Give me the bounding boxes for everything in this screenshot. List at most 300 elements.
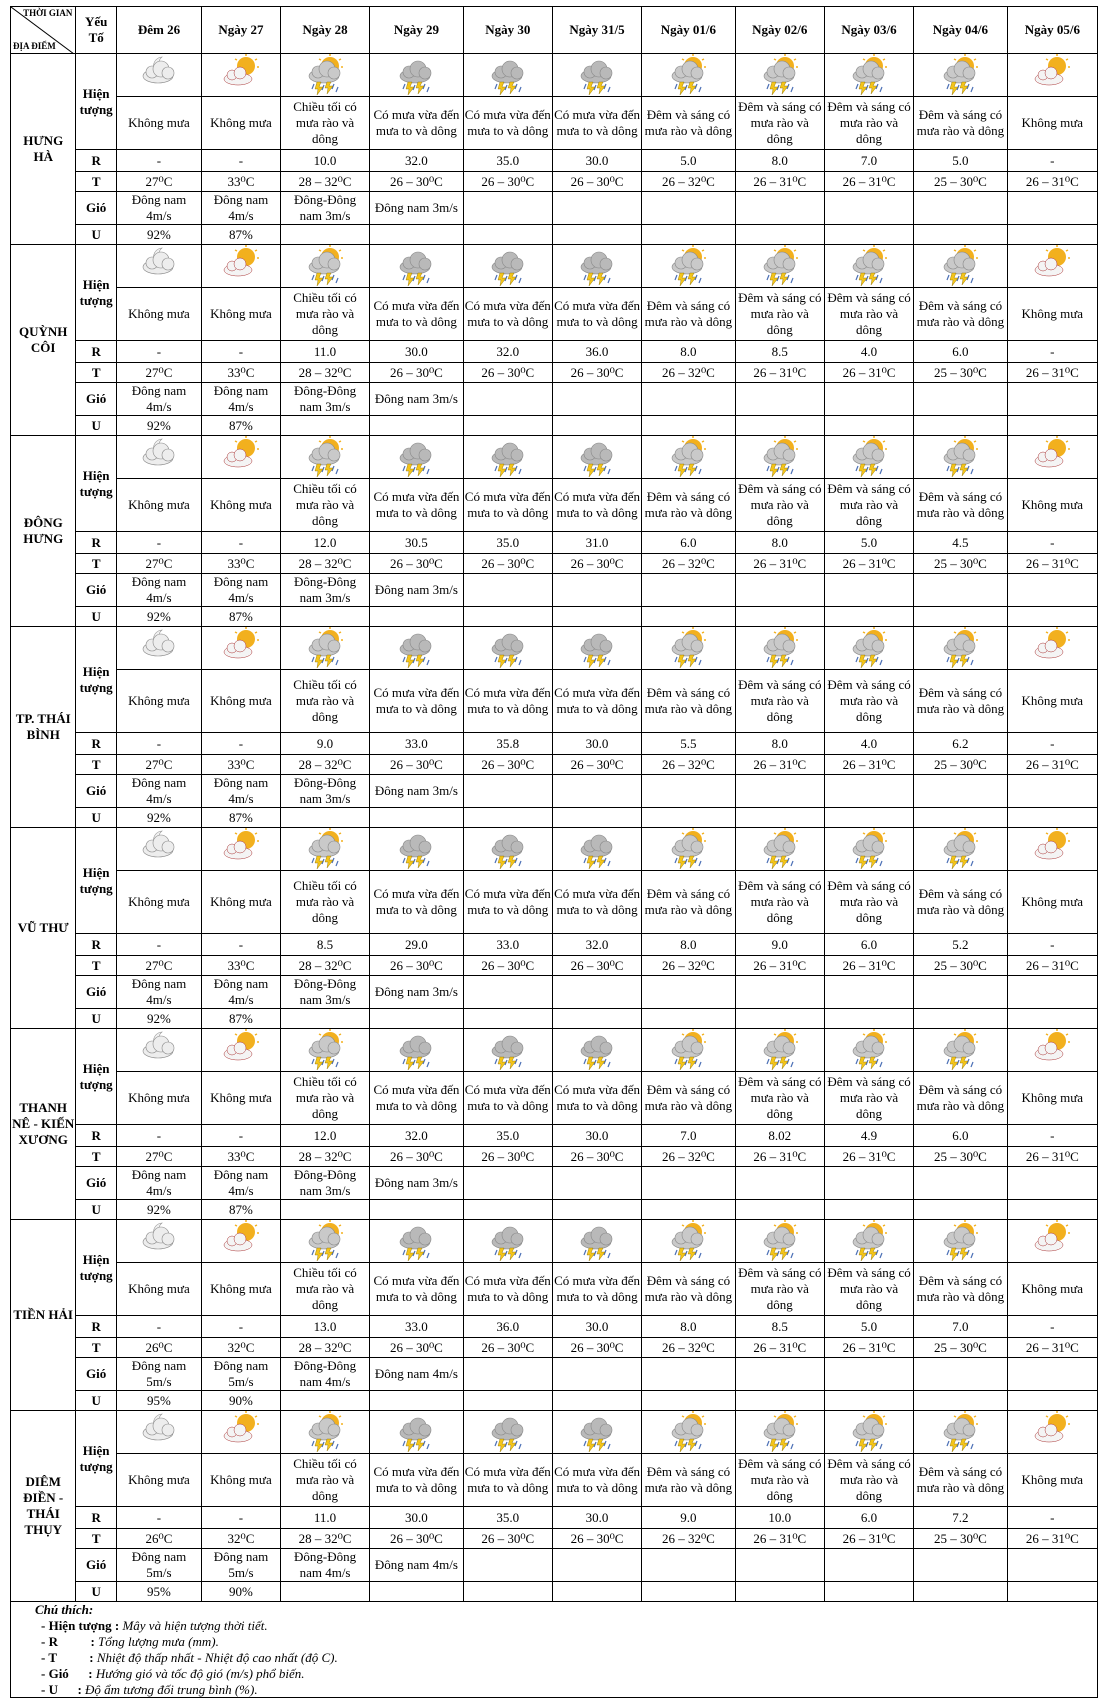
humidity-value — [914, 1009, 1007, 1029]
weather-text: Đêm và sáng có mưa rào và dông — [824, 871, 913, 934]
sun-cloud-icon — [220, 1220, 262, 1262]
label-hien-tuong: Hiện tượng — [76, 54, 116, 150]
weather-text: Không mưa — [116, 871, 201, 934]
row-gio — [11, 383, 1098, 416]
rain-value: 30.0 — [552, 150, 641, 172]
humidity-value — [463, 225, 552, 245]
temp-value: 26 – 30⁰C — [463, 1529, 552, 1549]
sun-storm-icon — [824, 245, 913, 288]
row-gio — [11, 1167, 1098, 1200]
weather-text: Không mưa — [1007, 97, 1097, 150]
row-u — [11, 225, 1098, 245]
sun-storm-icon — [939, 1029, 981, 1071]
weather-text: Có mưa vừa đến mưa to và dông — [463, 871, 552, 934]
humidity-value — [824, 1009, 913, 1029]
moon-cloud-icon — [138, 54, 180, 96]
humidity-value — [914, 808, 1007, 828]
humidity-value — [280, 225, 369, 245]
sun-storm-icon — [914, 436, 1007, 479]
sun-cloud-icon — [1007, 245, 1097, 288]
temp-value: 26 – 30⁰C — [463, 363, 552, 383]
sun-storm-icon — [759, 1411, 801, 1453]
sun-storm-icon — [735, 1029, 824, 1072]
humidity-value — [824, 1391, 913, 1411]
rain-value: 8.0 — [642, 1316, 735, 1338]
sun-storm-icon — [848, 627, 890, 669]
humidity-value — [642, 808, 735, 828]
weather-text: Đêm và sáng có mưa rào và dông — [735, 1454, 824, 1507]
rain-value: - — [202, 1507, 281, 1529]
temp-value: 26 – 31⁰C — [1007, 1147, 1097, 1167]
wind-value — [552, 1358, 641, 1391]
temp-value: 27⁰C — [116, 363, 201, 383]
rain-value: 30.5 — [370, 532, 463, 554]
humidity-value — [824, 808, 913, 828]
weather-text: Đêm và sáng có mưa rào và dông — [914, 1072, 1007, 1125]
rain-value: - — [202, 733, 281, 755]
sun-cloud-icon — [220, 245, 262, 287]
humidity-value — [1007, 225, 1097, 245]
row-t — [11, 956, 1098, 976]
day-header-1: Ngày 27 — [202, 7, 281, 54]
sun-cloud-icon — [1031, 54, 1073, 96]
humidity-value — [463, 1391, 552, 1411]
label-u: U — [76, 1009, 116, 1029]
storm-cloud-icon — [370, 1029, 463, 1072]
label-t: T — [76, 1338, 116, 1358]
storm-cloud-icon — [576, 54, 618, 96]
temp-value: 26 – 30⁰C — [370, 363, 463, 383]
sun-storm-icon — [667, 627, 709, 669]
storm-cloud-icon — [576, 1029, 618, 1071]
rain-value: 8.02 — [735, 1125, 824, 1147]
weather-text: Có mưa vừa đến mưa to và dông — [370, 288, 463, 341]
label-r: R — [76, 1125, 116, 1147]
temp-value: 33⁰C — [202, 956, 281, 976]
wind-value: Đông nam 5m/s — [116, 1358, 201, 1391]
sun-cloud-icon — [1007, 54, 1097, 97]
storm-cloud-icon — [576, 436, 618, 478]
sun-cloud-icon — [220, 1029, 262, 1071]
wind-value — [552, 574, 641, 607]
weather-text: Có mưa vừa đến mưa to và dông — [552, 479, 641, 532]
humidity-value — [370, 808, 463, 828]
wind-value — [463, 574, 552, 607]
row-t — [11, 363, 1098, 383]
sun-cloud-icon — [1031, 627, 1073, 669]
temp-value: 28 – 32⁰C — [280, 363, 369, 383]
temp-value: 26 – 31⁰C — [824, 363, 913, 383]
temp-value: 28 – 32⁰C — [280, 1338, 369, 1358]
sun-storm-icon — [939, 1220, 981, 1262]
storm-cloud-icon — [395, 627, 437, 669]
temp-value: 26 – 31⁰C — [1007, 363, 1097, 383]
moon-cloud-icon — [116, 828, 201, 871]
storm-cloud-icon — [395, 828, 437, 870]
rain-value: - — [1007, 733, 1097, 755]
icon-row — [11, 1220, 1098, 1263]
rain-value: - — [1007, 1507, 1097, 1529]
humidity-value — [642, 1582, 735, 1602]
storm-cloud-icon — [487, 245, 529, 287]
temp-value: 26 – 31⁰C — [735, 1529, 824, 1549]
humidity-value — [370, 1391, 463, 1411]
label-hien-tuong: Hiện tượng — [76, 627, 116, 733]
sun-storm-icon — [304, 436, 346, 478]
location-name: HƯNG HÀ — [11, 54, 76, 245]
day-header-10: Ngày 05/6 — [1007, 7, 1097, 54]
humidity-value: 87% — [202, 225, 281, 245]
humidity-value — [914, 1200, 1007, 1220]
temp-value: 28 – 32⁰C — [280, 1529, 369, 1549]
temp-value: 26 – 31⁰C — [1007, 1338, 1097, 1358]
humidity-value — [735, 808, 824, 828]
icon-row — [11, 627, 1098, 670]
humidity-value — [642, 416, 735, 436]
humidity-value: 92% — [116, 808, 201, 828]
label-t: T — [76, 172, 116, 192]
rain-value: - — [116, 150, 201, 172]
humidity-value — [1007, 1200, 1097, 1220]
rain-value: - — [202, 150, 281, 172]
sun-cloud-icon — [1007, 627, 1097, 670]
wind-value — [463, 976, 552, 1009]
weather-text: Có mưa vừa đến mưa to và dông — [463, 288, 552, 341]
storm-cloud-icon — [576, 627, 618, 669]
sun-storm-icon — [280, 436, 369, 479]
label-r: R — [76, 934, 116, 956]
row-r — [11, 934, 1098, 956]
weather-text: Đêm và sáng có mưa rào và dông — [914, 1263, 1007, 1316]
row-t — [11, 1338, 1098, 1358]
humidity-value — [735, 1009, 824, 1029]
label-hien-tuong: Hiện tượng — [76, 245, 116, 341]
sun-storm-icon — [304, 627, 346, 669]
weather-text: Có mưa vừa đến mưa to và dông — [552, 1454, 641, 1507]
temp-value: 26 – 31⁰C — [824, 1147, 913, 1167]
moon-cloud-icon — [116, 436, 201, 479]
rain-value: 4.5 — [914, 532, 1007, 554]
wind-value — [1007, 976, 1097, 1009]
sun-cloud-icon — [220, 828, 262, 870]
row-gio — [11, 976, 1098, 1009]
humidity-value — [735, 416, 824, 436]
rain-value: 31.0 — [552, 532, 641, 554]
humidity-value — [463, 607, 552, 627]
wind-value — [552, 192, 641, 225]
wind-value — [735, 1549, 824, 1582]
temp-value: 26 – 32⁰C — [642, 956, 735, 976]
rain-value: 5.0 — [914, 150, 1007, 172]
rain-value: 30.0 — [552, 1125, 641, 1147]
sun-storm-icon — [914, 1220, 1007, 1263]
rain-value: 7.2 — [914, 1507, 1007, 1529]
temp-value: 26 – 32⁰C — [642, 363, 735, 383]
temp-value: 25 – 30⁰C — [914, 172, 1007, 192]
humidity-value — [824, 607, 913, 627]
temp-value: 26 – 30⁰C — [370, 755, 463, 775]
wind-value — [735, 775, 824, 808]
row-gio — [11, 775, 1098, 808]
temp-value: 26 – 30⁰C — [370, 1338, 463, 1358]
rain-value: 32.0 — [552, 934, 641, 956]
wind-value: Đông-Đông nam 3m/s — [280, 976, 369, 1009]
wind-value — [1007, 1549, 1097, 1582]
label-gio: Gió — [76, 775, 116, 808]
wind-value: Đông nam 3m/s — [370, 383, 463, 416]
rain-value: 7.0 — [914, 1316, 1007, 1338]
rain-value: 12.0 — [280, 1125, 369, 1147]
temp-value: 33⁰C — [202, 172, 281, 192]
legend-item — [35, 1666, 1097, 1682]
row-r — [11, 1316, 1098, 1338]
sun-cloud-icon — [220, 627, 262, 669]
humidity-value: 95% — [116, 1582, 201, 1602]
storm-cloud-icon — [463, 627, 552, 670]
humidity-value — [370, 1200, 463, 1220]
sun-storm-icon — [735, 54, 824, 97]
wind-value — [735, 574, 824, 607]
humidity-value — [552, 1391, 641, 1411]
legend-item — [35, 1618, 1097, 1634]
day-header-4: Ngày 30 — [463, 7, 552, 54]
sun-cloud-icon — [220, 436, 262, 478]
storm-cloud-icon — [370, 1411, 463, 1454]
row-gio — [11, 1549, 1098, 1582]
weather-text: Không mưa — [116, 288, 201, 341]
sun-storm-icon — [914, 627, 1007, 670]
storm-cloud-icon — [552, 54, 641, 97]
temp-value: 26 – 32⁰C — [642, 1529, 735, 1549]
wind-value — [642, 1358, 735, 1391]
label-gio: Gió — [76, 192, 116, 225]
rain-value: 5.5 — [642, 733, 735, 755]
humidity-value — [914, 1582, 1007, 1602]
weather-text: Đêm và sáng có mưa rào và dông — [735, 1263, 824, 1316]
rain-value: 30.0 — [552, 733, 641, 755]
temp-value: 26 – 31⁰C — [735, 755, 824, 775]
label-hien-tuong: Hiện tượng — [76, 828, 116, 934]
wind-value — [824, 1358, 913, 1391]
temp-value: 26 – 31⁰C — [1007, 172, 1097, 192]
weather-text: Không mưa — [1007, 871, 1097, 934]
label-t: T — [76, 956, 116, 976]
wind-value — [824, 383, 913, 416]
temp-value: 27⁰C — [116, 554, 201, 574]
temp-value: 28 – 32⁰C — [280, 755, 369, 775]
rain-value: 13.0 — [280, 1316, 369, 1338]
rain-value: 32.0 — [370, 150, 463, 172]
humidity-value — [552, 607, 641, 627]
weather-row — [11, 1263, 1098, 1316]
rain-value: - — [202, 1125, 281, 1147]
label-hien-tuong: Hiện tượng — [76, 436, 116, 532]
sun-storm-icon — [642, 1220, 735, 1263]
storm-cloud-icon — [487, 828, 529, 870]
storm-cloud-icon — [576, 828, 618, 870]
corner-cell — [11, 7, 76, 54]
storm-cloud-icon — [552, 245, 641, 288]
corner-time-label: THỜI GIAN — [23, 8, 73, 18]
temp-value: 26 – 32⁰C — [642, 1338, 735, 1358]
rain-value: 8.0 — [735, 733, 824, 755]
label-gio: Gió — [76, 1358, 116, 1391]
weather-text: Có mưa vừa đến mưa to và dông — [463, 479, 552, 532]
rain-value: 36.0 — [463, 1316, 552, 1338]
humidity-value — [735, 1200, 824, 1220]
humidity-value — [552, 416, 641, 436]
temp-value: 26 – 30⁰C — [463, 1147, 552, 1167]
weather-text: Đêm và sáng có mưa rào và dông — [642, 871, 735, 934]
weather-text: Đêm và sáng có mưa rào và dông — [914, 479, 1007, 532]
storm-cloud-icon — [463, 436, 552, 479]
sun-storm-icon — [642, 828, 735, 871]
label-u: U — [76, 808, 116, 828]
rain-value: 29.0 — [370, 934, 463, 956]
icon-row — [11, 245, 1098, 288]
weather-text: Không mưa — [202, 1072, 281, 1125]
weather-text: Đêm và sáng có mưa rào và dông — [642, 1072, 735, 1125]
sun-cloud-icon — [202, 436, 281, 479]
wind-value — [463, 775, 552, 808]
humidity-value — [280, 416, 369, 436]
humidity-value — [463, 1200, 552, 1220]
wind-value: Đông nam 4m/s — [202, 192, 281, 225]
sun-cloud-icon — [1007, 1411, 1097, 1454]
temp-value: 26 – 30⁰C — [552, 1147, 641, 1167]
wind-value — [552, 976, 641, 1009]
temp-value: 25 – 30⁰C — [914, 363, 1007, 383]
sun-cloud-icon — [1007, 828, 1097, 871]
wind-value: Đông nam 4m/s — [202, 383, 281, 416]
row-u — [11, 607, 1098, 627]
humidity-value — [1007, 808, 1097, 828]
humidity-value — [463, 808, 552, 828]
humidity-value: 90% — [202, 1391, 281, 1411]
weather-text: Có mưa vừa đến mưa to và dông — [370, 871, 463, 934]
wind-value — [642, 383, 735, 416]
humidity-value — [370, 1582, 463, 1602]
rain-value: 9.0 — [735, 934, 824, 956]
humidity-value — [735, 225, 824, 245]
weather-text: Không mưa — [202, 97, 281, 150]
humidity-value — [552, 808, 641, 828]
label-t: T — [76, 1147, 116, 1167]
rain-value: 11.0 — [280, 341, 369, 363]
legend-key: - Hiện tượng : — [41, 1618, 120, 1633]
sun-storm-icon — [667, 1220, 709, 1262]
sun-storm-icon — [667, 436, 709, 478]
wind-value — [642, 775, 735, 808]
weather-text: Đêm và sáng có mưa rào và dông — [735, 479, 824, 532]
humidity-value — [642, 1200, 735, 1220]
temp-value: 26 – 31⁰C — [735, 554, 824, 574]
temp-value: 26 – 32⁰C — [642, 1147, 735, 1167]
temp-value: 26 – 31⁰C — [824, 956, 913, 976]
wind-value: Đông nam 3m/s — [370, 574, 463, 607]
sun-storm-icon — [759, 245, 801, 287]
humidity-value — [463, 1009, 552, 1029]
humidity-value: 87% — [202, 416, 281, 436]
row-t — [11, 1147, 1098, 1167]
wind-value: Đông-Đông nam 3m/s — [280, 574, 369, 607]
wind-value: Đông nam 4m/s — [202, 775, 281, 808]
rain-value: 5.2 — [914, 934, 1007, 956]
temp-value: 28 – 32⁰C — [280, 554, 369, 574]
storm-cloud-icon — [552, 1029, 641, 1072]
temp-value: 26 – 30⁰C — [370, 1529, 463, 1549]
sun-storm-icon — [914, 54, 1007, 97]
weather-text: Có mưa vừa đến mưa to và dông — [552, 97, 641, 150]
rain-value: 35.0 — [463, 1125, 552, 1147]
legend-key: - T : — [41, 1650, 94, 1665]
temp-value: 26 – 31⁰C — [824, 172, 913, 192]
rain-value: 35.0 — [463, 532, 552, 554]
humidity-value — [642, 1009, 735, 1029]
wind-value — [914, 1549, 1007, 1582]
weather-text: Đêm và sáng có mưa rào và dông — [642, 670, 735, 733]
sun-cloud-icon — [1031, 1029, 1073, 1071]
humidity-value — [1007, 1391, 1097, 1411]
weather-text: Đêm và sáng có mưa rào và dông — [642, 288, 735, 341]
storm-cloud-icon — [552, 436, 641, 479]
temp-value: 26 – 30⁰C — [552, 1338, 641, 1358]
temp-value: 26 – 31⁰C — [735, 363, 824, 383]
sun-storm-icon — [824, 1411, 913, 1454]
sun-storm-icon — [848, 54, 890, 96]
humidity-value — [824, 225, 913, 245]
weather-text: Không mưa — [116, 670, 201, 733]
moon-cloud-icon — [138, 627, 180, 669]
temp-value: 27⁰C — [116, 956, 201, 976]
moon-cloud-icon — [138, 1220, 180, 1262]
label-gio: Gió — [76, 1167, 116, 1200]
sun-storm-icon — [667, 1411, 709, 1453]
humidity-value: 92% — [116, 1009, 201, 1029]
temp-value: 26 – 31⁰C — [735, 956, 824, 976]
sun-storm-icon — [848, 1411, 890, 1453]
storm-cloud-icon — [552, 627, 641, 670]
wind-value — [642, 1549, 735, 1582]
wind-value — [642, 574, 735, 607]
storm-cloud-icon — [395, 436, 437, 478]
sun-storm-icon — [304, 1029, 346, 1071]
wind-value: Đông-Đông nam 3m/s — [280, 383, 369, 416]
storm-cloud-icon — [463, 1411, 552, 1454]
location-name: THANH NÊ - KIẾN XƯƠNG — [11, 1029, 76, 1220]
storm-cloud-icon — [370, 1220, 463, 1263]
wind-value: Đông nam 3m/s — [370, 192, 463, 225]
sun-storm-icon — [304, 245, 346, 287]
storm-cloud-icon — [463, 828, 552, 871]
sun-storm-icon — [642, 1029, 735, 1072]
wind-value — [735, 976, 824, 1009]
row-t — [11, 1529, 1098, 1549]
location-name: DIÊM ĐIỀN - THÁI THỤY — [11, 1411, 76, 1602]
sun-storm-icon — [642, 436, 735, 479]
row-u — [11, 808, 1098, 828]
label-u: U — [76, 416, 116, 436]
sun-cloud-icon — [220, 54, 262, 96]
sun-storm-icon — [735, 828, 824, 871]
wind-value — [824, 192, 913, 225]
temp-value: 26 – 30⁰C — [463, 755, 552, 775]
humidity-value — [735, 607, 824, 627]
weather-text: Không mưa — [116, 97, 201, 150]
wind-value — [1007, 1358, 1097, 1391]
humidity-value: 87% — [202, 1200, 281, 1220]
weather-text: Đêm và sáng có mưa rào và dông — [735, 1072, 824, 1125]
